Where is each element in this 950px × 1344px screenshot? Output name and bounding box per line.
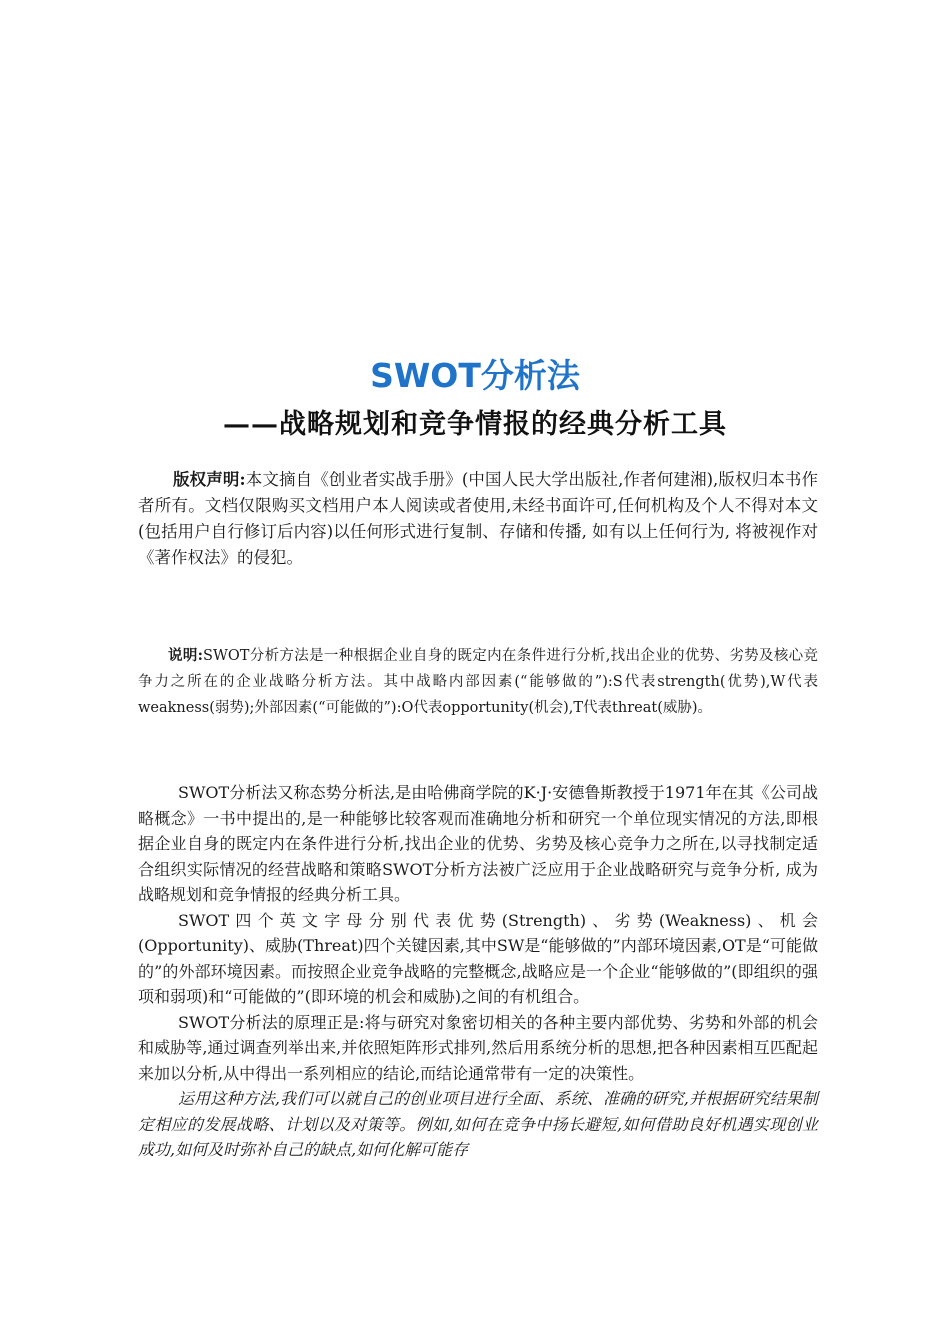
note-text: SWOT分析方法是一种根据企业自身的既定内在条件进行分析,找出企业的优势、劣势及核心竞争力之所在的企业战略分析方法。其中战略内部因素(“能够做的”):S代表strength(优势),W代表weakness(弱势);外部因素(“可能做的”):O代表opportunity(机会),T代表threat(威胁)。 — [138, 648, 818, 716]
copyright-label: 版权声明: — [173, 470, 246, 489]
body-paragraph: SWOT分析法的原理正是:将与研究对象密切相关的各种主要内部优势、劣势和外部的机会和威胁等,通过调查列举出来,并依照矩阵形式排列,然后用系统分析的思想,把各种因素相互匹配起来加以分析,从中得出一系列相应的结论,而结论通常带有一定的决策性。 — [138, 1012, 818, 1083]
body-paragraph: SWOT分析法又称态势分析法,是由哈佛商学院的K·J·安德鲁斯教授于1971年在其《公司战略概念》一书中提出的,是一种能够比较客观而准确地分析和研究一个单位现实情况的方法,即根据企业自身的既定内在条件进行分析,找出企业的优势、劣势及核心竞争力之所在,以寻找制定适合组织实际情况的经营战略和策略SWOT分析方法被广泛应用于企业战略研究与竞争分析, 成为战略规划和竞争情报的经典分析工具。 — [138, 783, 818, 904]
copyright-text: 本文摘自《创业者实战手册》(中国人民大学出版社,作者何建湘),版权归本书作者所有。文档仅限购买文档用户本人阅读或者使用,未经书面许可,任何机构及个人不得对本文(包括用户自行修订后内容)以任何形式进行复制、存储和传播, 如有以上任何行为, 将被视作对《著作权法》的侵犯。 — [138, 470, 819, 567]
document-title: SWOT分析法 — [370, 356, 580, 395]
body-paragraph: SWOT四个英文字母分别代表优势(Strength)、劣势(Weakness)、机会(Opportunity)、威胁(Threat)四个关键因素,其中SW是“能够做的”内部环境因素,OT是“可能做的”的外部环境因素。而按照企业竞争战略的完整概念,战略应是一个企业“能够做的”(即组织的强项和弱项)和“可能做的”(即环境的机会和威胁)之间的有机组合。 — [138, 910, 818, 1006]
copyright-notice — [138, 467, 818, 571]
body-text — [138, 780, 818, 1163]
document-subtitle: ——战略规划和竞争情报的经典分析工具 — [223, 409, 727, 440]
note-label: 说明: — [168, 647, 204, 664]
body-paragraph-italic: 运用这种方法,我们可以就自己的创业项目进行全面、系统、准确的研究,并根据研究结果制定相应的发展战略、计划以及对策等。例如,如何在竞争中扬长避短,如何借助良好机遇实现创业成功,如何及时弥补自己的缺点,如何化解可能存 — [138, 1089, 818, 1159]
explanation-note — [138, 643, 818, 721]
